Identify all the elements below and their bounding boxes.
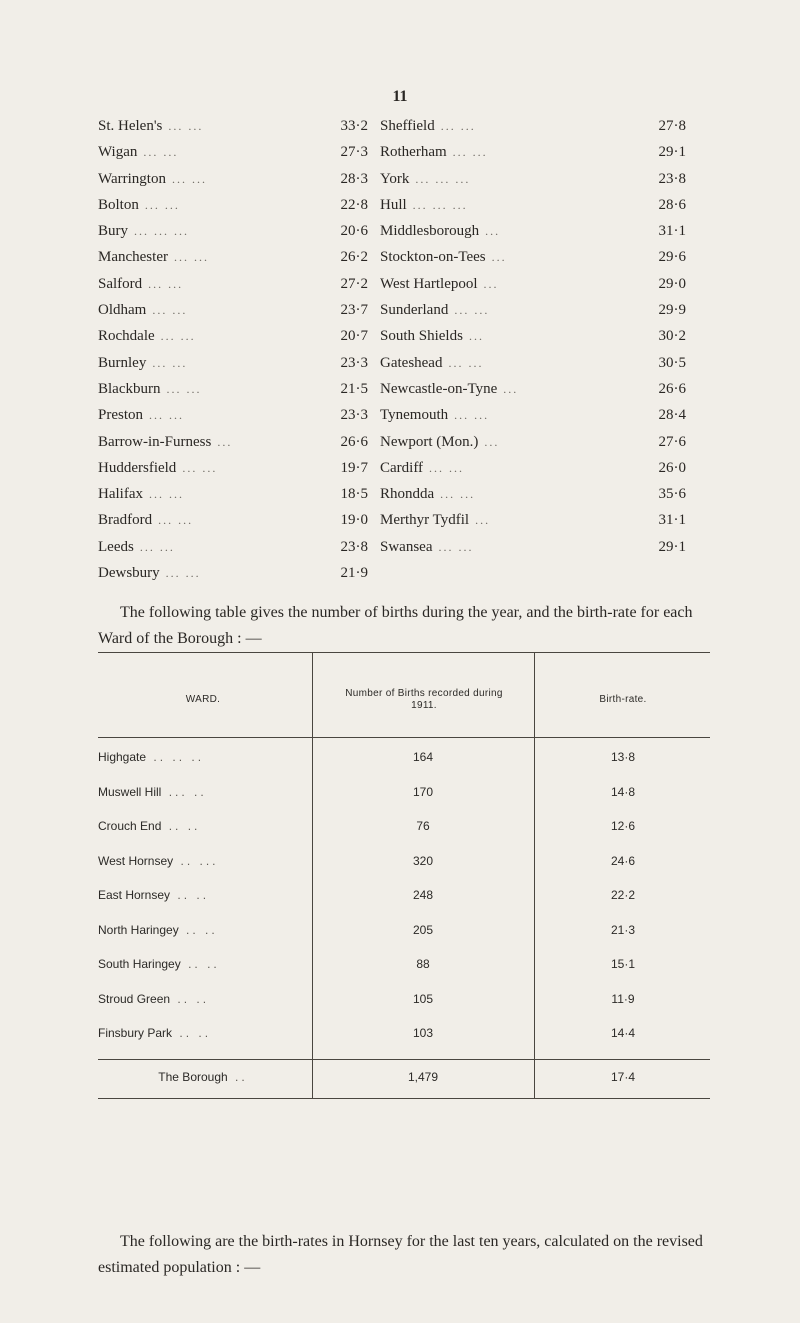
- dot-leader: ...: [484, 434, 500, 449]
- town-rate: 23·3: [340, 354, 368, 371]
- ward-births: 76: [416, 819, 430, 833]
- dot-leader: ...: [217, 434, 233, 449]
- town-name: Bradford: [98, 512, 153, 529]
- town-rate: 35·6: [658, 486, 686, 503]
- town-rate: 29·0: [658, 275, 686, 292]
- dot-leader: ... ... ...: [415, 171, 471, 186]
- town-name: Manchester: [98, 249, 168, 266]
- dot-leader: ... ...: [158, 513, 194, 528]
- dot-leader: ... ...: [173, 250, 209, 265]
- town-rate: 18·5: [340, 486, 368, 503]
- ward-name: North Haringey .. ..: [98, 922, 218, 937]
- town-birth-rates: [98, 118, 718, 591]
- town-row: [98, 381, 368, 407]
- town-rate: 27·2: [340, 275, 368, 292]
- town-name: South Shields: [380, 328, 463, 345]
- town-row: [98, 539, 368, 565]
- town-name: Huddersfield: [98, 459, 177, 476]
- ward-rate: 15·1: [610, 957, 636, 971]
- town-rate: 30·2: [658, 328, 686, 345]
- ward-births: 320: [412, 853, 434, 868]
- town-name: Halifax: [98, 486, 143, 503]
- town-name: Cardiff: [380, 459, 424, 476]
- town-row: [380, 407, 686, 433]
- town-row: [98, 434, 368, 460]
- town-rate: 22·8: [340, 196, 368, 213]
- dot-leader: ... ...: [440, 487, 476, 502]
- town-rate: 31·1: [658, 512, 686, 529]
- ward-rate: 14·8: [610, 784, 636, 799]
- town-row: [98, 565, 368, 591]
- town-name: Burnley: [98, 354, 147, 371]
- page-number: 11: [392, 88, 408, 105]
- intro-paragraph: The following table gives the number of births during the year, and the birth-rate for each Ward of the Borough : —: [98, 604, 693, 647]
- table-row: [98, 785, 710, 821]
- dot-leader: ... ...: [160, 329, 196, 344]
- town-name: St. Helen's: [98, 118, 163, 134]
- town-row: [380, 486, 686, 512]
- town-name: Rotherham: [380, 144, 447, 161]
- town-name: West Hartlepool: [380, 275, 478, 292]
- ward-rate: 12·6: [610, 819, 636, 833]
- dot-leader: ...: [475, 513, 491, 528]
- header-ward: WARD.: [185, 694, 221, 705]
- ward-name: Crouch End .. ..: [98, 819, 201, 833]
- dot-leader: ... ...: [165, 566, 201, 581]
- table-row: [98, 854, 710, 890]
- ward-name: West Hornsey .. ...: [98, 853, 219, 868]
- town-rate: 21·9: [340, 565, 368, 582]
- town-row: [380, 171, 686, 197]
- dot-leader: ... ...: [143, 145, 179, 160]
- town-row: [380, 328, 686, 354]
- town-rate: 29·1: [658, 144, 686, 161]
- town-row: [380, 197, 686, 223]
- dot-leader: ... ...: [182, 460, 218, 475]
- town-rate: 28·3: [340, 170, 368, 187]
- ward-births: 105: [412, 991, 434, 1006]
- town-rate: 19·7: [340, 459, 368, 476]
- dot-leader: ... ...: [139, 539, 175, 554]
- town-row: [380, 276, 686, 302]
- dot-leader: ... ...: [454, 303, 490, 318]
- dot-leader: ... ...: [168, 119, 204, 133]
- town-name: Hull: [380, 196, 407, 213]
- town-rate: 19·0: [340, 512, 368, 529]
- town-name: Merthyr Tydfil: [380, 512, 470, 529]
- total-label: The Borough ..: [158, 1070, 248, 1084]
- header-rule: [98, 737, 710, 738]
- town-row: [380, 434, 686, 460]
- town-rate: 29·9: [658, 302, 686, 319]
- town-name: Tynemouth: [380, 407, 449, 424]
- town-row: [380, 118, 686, 144]
- town-name: Newport (Mon.): [380, 433, 479, 450]
- ward-rate: 22·2: [610, 888, 636, 902]
- ward-name: Highgate .. .. ..: [98, 750, 205, 764]
- town-row: [98, 328, 368, 354]
- town-rate: 27·6: [658, 433, 686, 450]
- town-rate: 26·0: [658, 459, 686, 476]
- town-name: Sheffield: [380, 118, 435, 134]
- town-rate: 20·6: [340, 223, 368, 240]
- ward-births: 205: [412, 922, 434, 937]
- table-top-rule: [98, 652, 710, 653]
- ward-births: 103: [412, 1026, 434, 1040]
- town-name: Gateshead: [380, 354, 443, 371]
- table-row: [98, 750, 710, 786]
- table-row: [98, 819, 710, 855]
- town-name: Blackburn: [98, 380, 161, 397]
- dot-leader: ... ...: [452, 145, 488, 160]
- total-births: 1,479: [407, 1070, 439, 1084]
- dot-leader: ... ...: [152, 355, 188, 370]
- ward-rate: 11·9: [611, 991, 635, 1006]
- town-name: Bolton: [98, 196, 139, 213]
- ward-rate: 21·3: [610, 922, 636, 937]
- town-row: [380, 302, 686, 328]
- town-name: Preston: [98, 407, 143, 424]
- total-row: [98, 1070, 710, 1106]
- total-rule: [98, 1059, 710, 1060]
- town-name: Stockton-on-Tees: [380, 249, 486, 266]
- ward-rate: 14·4: [610, 1026, 636, 1040]
- town-column-right: [380, 118, 686, 591]
- town-column-left: [98, 118, 368, 591]
- town-row: [380, 144, 686, 170]
- dot-leader: ... ...: [149, 408, 184, 423]
- town-row: [380, 223, 686, 249]
- town-row: [98, 276, 368, 302]
- town-row: [98, 144, 368, 170]
- town-rate: 26·2: [340, 249, 368, 266]
- ward-name: East Hornsey .. ..: [98, 888, 210, 902]
- town-row: [98, 302, 368, 328]
- total-rate: 17·4: [610, 1070, 636, 1084]
- town-row: [98, 249, 368, 275]
- dot-leader: ... ...: [171, 171, 207, 186]
- dot-leader: ... ...: [429, 460, 465, 475]
- table-row: [98, 923, 710, 959]
- town-rate: 28·6: [658, 196, 686, 213]
- dot-leader: ...: [485, 224, 501, 239]
- dot-leader: ...: [483, 276, 499, 291]
- town-row: [380, 539, 686, 565]
- town-rate: 29·6: [658, 249, 686, 266]
- town-name: Leeds: [98, 538, 134, 555]
- town-name: Barrow-in-Furness: [98, 433, 212, 450]
- town-rate: 29·1: [658, 538, 686, 555]
- town-name: Sunderland: [380, 302, 449, 319]
- header-rate: Birth-rate.: [599, 694, 647, 705]
- town-row: [380, 249, 686, 275]
- dot-leader: ... ... ...: [134, 224, 189, 239]
- dot-leader: ... ...: [454, 408, 490, 423]
- town-name: Warrington: [98, 170, 166, 187]
- town-name: Dewsbury: [98, 565, 160, 582]
- dot-leader: ...: [503, 381, 519, 396]
- table-row: [98, 992, 710, 1028]
- town-row: [98, 171, 368, 197]
- town-rate: 20·7: [340, 328, 368, 345]
- town-row: [380, 381, 686, 407]
- header-births: Number of Births recorded during 1911.: [345, 688, 503, 711]
- dot-leader: ... ...: [166, 381, 202, 396]
- ward-name: Finsbury Park .. ..: [98, 1026, 212, 1040]
- town-name: York: [380, 170, 410, 187]
- town-rate: 23·7: [340, 302, 368, 319]
- town-name: Rhondda: [380, 486, 435, 503]
- town-name: Salford: [98, 275, 143, 292]
- dot-leader: ... ...: [448, 355, 484, 370]
- town-rate: 23·8: [340, 538, 368, 555]
- town-name: Wigan: [98, 144, 138, 161]
- town-row: [98, 118, 368, 144]
- dot-leader: ... ... ...: [412, 197, 468, 212]
- ward-births: 164: [412, 750, 434, 764]
- town-row: [98, 223, 368, 249]
- ward-name: South Haringey .. ..: [98, 957, 220, 971]
- ward-births: 170: [412, 784, 434, 799]
- town-rate: 30·5: [658, 354, 686, 371]
- town-row: [380, 512, 686, 538]
- town-name: Newcastle-on-Tyne: [380, 380, 498, 397]
- town-row: [98, 460, 368, 486]
- town-row: [98, 355, 368, 381]
- table-bottom-rule: [98, 1098, 710, 1099]
- town-row: [380, 355, 686, 381]
- ward-rate: 24·6: [610, 853, 636, 868]
- town-name: Oldham: [98, 302, 147, 319]
- table-row: [98, 957, 710, 993]
- town-row: [98, 407, 368, 433]
- town-rate: 33·2: [340, 118, 368, 134]
- town-rate: 28·4: [658, 407, 686, 424]
- ward-births: 248: [412, 888, 434, 902]
- ward-name: Stroud Green .. ..: [98, 991, 210, 1006]
- dot-leader: ... ...: [148, 276, 184, 291]
- town-rate: 26·6: [340, 433, 368, 450]
- town-name: Middlesborough: [380, 223, 480, 240]
- dot-leader: ... ...: [152, 303, 188, 318]
- dot-leader: ...: [468, 329, 484, 344]
- town-name: Bury: [98, 223, 128, 240]
- town-rate: 23·8: [658, 170, 686, 187]
- closing-paragraph: The following are the birth-rates in Hornsey for the last ten years, calculated on the revised estimated population : —: [98, 1233, 703, 1276]
- dot-leader: ... ...: [440, 119, 476, 133]
- town-rate: 31·1: [658, 223, 686, 240]
- dot-leader: ... ...: [438, 539, 474, 554]
- town-row: [380, 460, 686, 486]
- ward-name: Muswell Hill ... ..: [98, 784, 207, 799]
- town-row: [98, 512, 368, 538]
- town-rate: 26·6: [658, 380, 686, 397]
- town-name: Rochdale: [98, 328, 155, 345]
- town-row: [98, 486, 368, 512]
- town-name: Swansea: [380, 538, 433, 555]
- table-row: [98, 888, 710, 924]
- town-row: [98, 197, 368, 223]
- town-rate: 27·3: [340, 144, 368, 161]
- ward-rate: 13·8: [610, 750, 636, 764]
- dot-leader: ... ...: [148, 487, 184, 502]
- ward-births: 88: [416, 957, 430, 971]
- dot-leader: ...: [491, 250, 507, 265]
- dot-leader: ... ...: [144, 197, 180, 212]
- town-rate: 23·3: [340, 407, 368, 424]
- town-rate: 27·8: [658, 118, 686, 134]
- table-row: [98, 1026, 710, 1062]
- town-rate: 21·5: [340, 380, 368, 397]
